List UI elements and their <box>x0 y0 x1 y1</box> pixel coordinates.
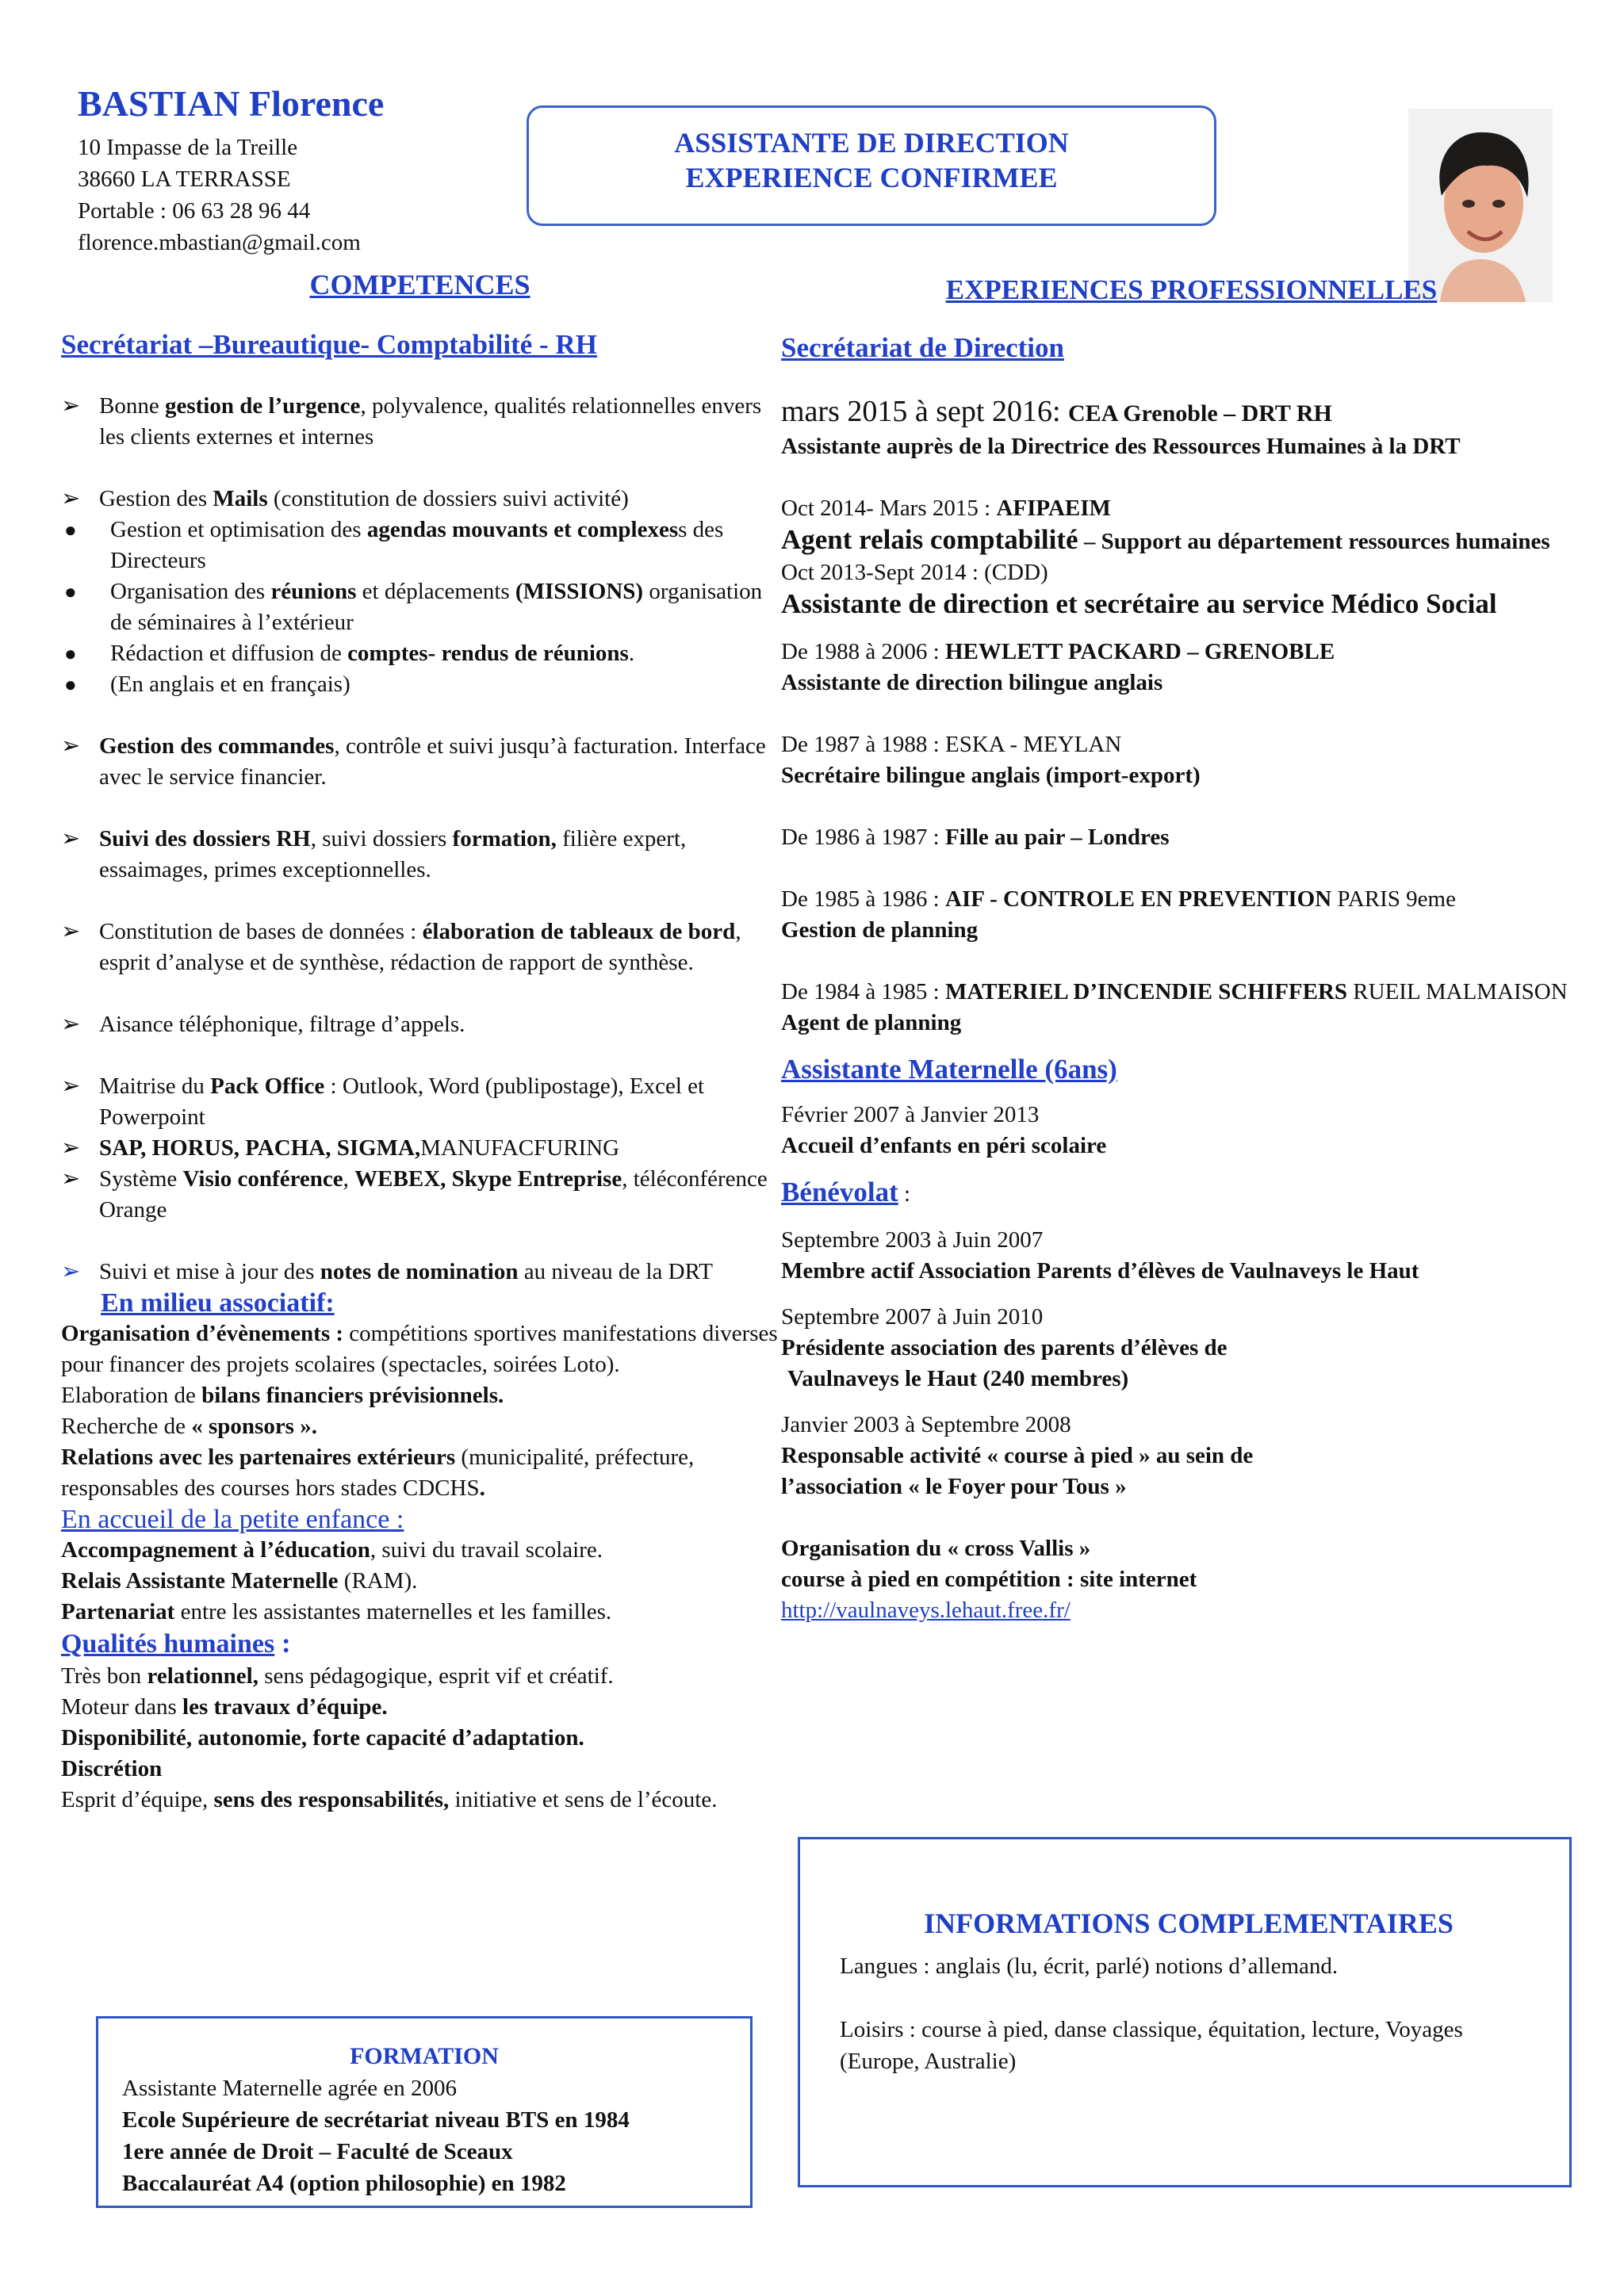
competence-sap: ➢ SAP, HORUS, PACHA, SIGMA,MANUFACFURING <box>61 1133 779 1164</box>
competence-comptes-rendus: ● Rédaction et diffusion de comptes- rendus de réunions. <box>61 638 779 669</box>
dot-bullet-icon: ● <box>64 642 77 665</box>
competence-reunions: ● Organisation des réunions et déplacements (MISSIONS) organisation de séminaires à l’extérieur <box>61 576 779 638</box>
associatif-heading: En milieu associatif: <box>101 1288 335 1318</box>
petite-enfance-partenariat: Partenariat entre les assistantes maternelles et les familles. <box>61 1599 612 1624</box>
arrow-bullet-icon: ➢ <box>61 1259 81 1284</box>
maternelle-heading: Assistante Maternelle (6ans) <box>781 1054 1117 1085</box>
exp-afipaeim-role: Agent relais comptabilité – Support au département ressources humaines <box>781 524 1550 555</box>
infos-langues: Langues : anglais (lu, écrit, parlé) notions d’allemand. <box>840 1954 1339 1979</box>
benevolat-e3-role1: Responsable activité « course à pied » au sein de <box>781 1443 1254 1468</box>
formation-l1: Assistante Maternelle agrée en 2006 <box>122 2076 457 2101</box>
left-column <box>61 270 779 1816</box>
benevolat-e2-role1: Présidente association des parents d’élèves de <box>781 1335 1228 1360</box>
competence-notes: ➢ Suivi et mise à jour des notes de nomination au niveau de la DRT <box>61 1257 779 1288</box>
job-title-box <box>527 105 1216 226</box>
competence-telephone: ➢ Aisance téléphonique, filtrage d’appels. <box>61 1009 779 1040</box>
cross-line2: course à pied en compétition : site internet <box>781 1567 1197 1592</box>
exp-hp-role: Assistante de direction bilingue anglais <box>781 670 1163 695</box>
competence-agendas: ● Gestion et optimisation des agendas mouvants et complexess des Directeurs <box>61 515 779 576</box>
cross-website-link[interactable]: http://vaulnaveys.lehaut.free.fr/ <box>781 1598 1071 1623</box>
job-title-line2: EXPERIENCE CONFIRMEE <box>685 162 1058 193</box>
benevolat-e1-role: Membre actif Association Parents d’élèves de Vaulnaveys le Haut <box>781 1258 1419 1284</box>
exp-cea-role: Assistante auprès de la Directrice des Ressources Humaines à la DRT <box>781 434 1461 459</box>
arrow-bullet-icon: ➢ <box>61 1166 81 1192</box>
formation-l2: Ecole Supérieure de secrétariat niveau BTS en 1984 <box>122 2107 630 2133</box>
infos-heading: INFORMATIONS COMPLEMENTAIRES <box>924 1908 1454 1939</box>
email: florence.mbastian@gmail.com <box>78 230 361 255</box>
exp-cdd-role: Assistante de direction et secrétaire au service Médico Social <box>781 588 1497 619</box>
arrow-bullet-icon: ➢ <box>61 486 81 511</box>
benevolat-e2-role2: Vaulnaveys le Haut (240 membres) <box>787 1366 1129 1391</box>
exp-eska-date: De 1987 à 1988 : ESKA - MEYLAN <box>781 732 1122 757</box>
qualites-heading: Qualités humaines : <box>61 1628 291 1659</box>
formation-l4: Baccalauréat A4 (option philosophie) en 1982 <box>122 2171 566 2196</box>
arrow-bullet-icon: ➢ <box>61 1135 81 1161</box>
exp-hp-date: De 1988 à 2006 : HEWLETT PACKARD – GRENOBLE <box>781 639 1335 664</box>
competences-heading: COMPETENCES <box>309 269 530 300</box>
petite-enfance-heading: En accueil de la petite enfance : <box>61 1505 404 1534</box>
maternelle-date: Février 2007 à Janvier 2013 <box>781 1102 1040 1127</box>
benevolat-e2-date: Septembre 2007 à Juin 2010 <box>781 1304 1044 1330</box>
competences-subheading: Secrétariat –Bureautique- Comptabilité - RH <box>61 329 597 360</box>
arrow-bullet-icon: ➢ <box>61 826 81 851</box>
arrow-bullet-icon: ➢ <box>61 733 81 759</box>
exp-schiffers-date: De 1984 à 1985 : MATERIEL D’INCENDIE SCHIFFERS RUEIL MALMAISON <box>781 979 1568 1004</box>
cross-line1: Organisation du « cross Vallis » <box>781 1536 1091 1561</box>
benevolat-e1-date: Septembre 2003 à Juin 2007 <box>781 1227 1044 1253</box>
dot-bullet-icon: ● <box>64 519 77 541</box>
exp-londres: De 1986 à 1987 : Fille au pair – Londres <box>781 825 1170 850</box>
exp-cdd-date: Oct 2013-Sept 2014 : (CDD) <box>781 560 1048 585</box>
associatif-sponsors: Recherche de « sponsors ». <box>61 1414 317 1439</box>
arrow-bullet-icon: ➢ <box>61 919 81 944</box>
formation-heading: FORMATION <box>350 2043 499 2069</box>
exp-cea-date: mars 2015 à sept 2016: CEA Grenoble – DRT RH <box>781 395 1332 428</box>
formation-box <box>96 2016 753 2208</box>
exp-schiffers-role: Agent de planning <box>781 1010 962 1035</box>
qualites-l1: Très bon relationnel, sens pédagogique, esprit vif et créatif. <box>61 1663 614 1689</box>
associatif-bilans: Elaboration de bilans financiers prévisionnels. <box>61 1383 504 1408</box>
competence-urgence: ➢ Bonne gestion de l’urgence, polyvalence, qualités relationnelles envers les clients externes et internes <box>61 391 779 453</box>
exp-aif-date: De 1985 à 1986 : AIF - CONTROLE EN PREVENTION PARIS 9eme <box>781 886 1456 912</box>
candidate-name: BASTIAN Florence <box>78 83 385 124</box>
address-line1: 10 Impasse de la Treille <box>78 135 298 160</box>
competence-pack-office: ➢ Maitrise du Pack Office : Outlook, Word (publipostage), Excel et Powerpoint <box>61 1071 779 1133</box>
associatif-relations: Relations avec les partenaires extérieurs (municipalité, préfecture, responsables des courses hors stades CDCHS. <box>61 1445 695 1501</box>
competence-bases-donnees: ➢ Constitution de bases de données : élaboration de tableaux de bord, esprit d’analyse et de synthèse, rédaction de rapport de synthèse. <box>61 916 779 978</box>
infos-box <box>798 1837 1572 2187</box>
arrow-bullet-icon: ➢ <box>61 393 81 419</box>
qualites-l4: Discrétion <box>61 1756 163 1781</box>
dot-bullet-icon: ● <box>64 673 77 696</box>
maternelle-role: Accueil d’enfants en péri scolaire <box>781 1133 1107 1158</box>
competence-langues: ● (En anglais et en français) <box>61 669 779 700</box>
benevolat-e3-role2: l’association « le Foyer pour Tous » <box>781 1474 1127 1499</box>
arrow-bullet-icon: ➢ <box>61 1073 81 1099</box>
experiences-heading: EXPERIENCES PROFESSIONNELLES <box>945 274 1438 305</box>
competence-mails: ➢ Gestion des Mails (constitution de dossiers suivi activité) <box>61 484 779 515</box>
phone: Portable : 06 63 28 96 44 <box>78 198 311 224</box>
contact-block <box>78 132 361 258</box>
arrow-bullet-icon: ➢ <box>61 1012 81 1037</box>
exp-afipaeim-date: Oct 2014- Mars 2015 : AFIPAEIM <box>781 496 1111 521</box>
qualites-l5: Esprit d’équipe, sens des responsabilités, initiative et sens de l’écoute. <box>61 1787 718 1812</box>
petite-enfance-relais: Relais Assistante Maternelle (RAM). <box>61 1568 418 1594</box>
benevolat-e3-date: Janvier 2003 à Septembre 2008 <box>781 1412 1071 1437</box>
competence-visio: ➢ Système Visio conférence, WEBEX, Skype Entreprise, téléconférence Orange <box>61 1164 779 1226</box>
right-column <box>781 270 1602 1626</box>
exp-aif-role: Gestion de planning <box>781 917 979 943</box>
competence-rh: ➢ Suivi des dossiers RH, suivi dossiers formation, filière expert, essaimages, primes exceptionnelles. <box>61 824 779 886</box>
dot-bullet-icon: ● <box>64 580 77 603</box>
benevolat-heading: Bénévolat : <box>781 1177 911 1207</box>
job-title-line1: ASSISTANTE DE DIRECTION <box>674 127 1069 159</box>
exp-eska-role: Secrétaire bilingue anglais (import-export) <box>781 763 1201 788</box>
address-line2: 38660 LA TERRASSE <box>78 166 291 192</box>
experiences-subheading: Secrétariat de Direction <box>781 332 1064 363</box>
qualites-l2: Moteur dans les travaux d’équipe. <box>61 1694 388 1720</box>
petite-enfance-accomp: Accompagnement à l’éducation, suivi du travail scolaire. <box>61 1537 603 1563</box>
formation-l3: 1ere année de Droit – Faculté de Sceaux <box>122 2139 513 2164</box>
infos-loisirs: Loisirs : course à pied, danse classique, équitation, lecture, Voyages (Europe, Australie) <box>840 2017 1463 2074</box>
qualites-l3: Disponibilité, autonomie, forte capacité d’adaptation. <box>61 1725 584 1751</box>
associatif-org: Organisation d’évènements : compétitions sportives manifestations diverses pour financer des projets scolaires (spectacles, soirées Loto). <box>61 1321 778 1377</box>
competence-commandes: ➢ Gestion des commandes, contrôle et suivi jusqu’à facturation. Interface avec le service financier. <box>61 731 779 793</box>
